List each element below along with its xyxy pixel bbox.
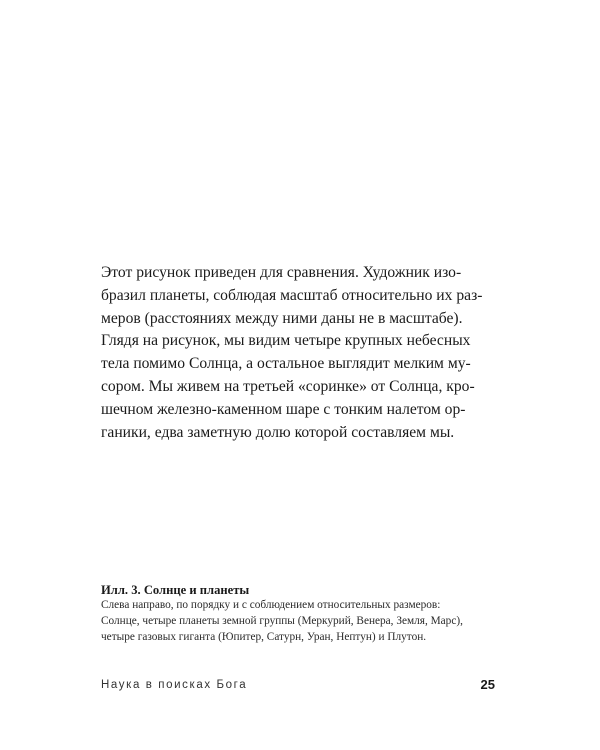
body-line: ганики, едва заметную долю которой составляем мы. — [101, 423, 455, 441]
caption-line: Слева направо, по порядку и с соблюдением относительных размеров: — [101, 599, 441, 611]
body-line: сором. Мы живем на третьей «соринке» от Солнца, кро- — [101, 377, 475, 395]
body-paragraph — [101, 262, 496, 444]
caption-line: четыре газовых гиганта (Юпитер, Сатурн, Уран, Нептун) и Плутон. — [101, 630, 427, 643]
body-line: Этот рисунок приведен для сравнения. Художник изо- — [101, 264, 462, 281]
running-head: Наука в поисках Бога — [101, 679, 248, 691]
body-line: бразил планеты, соблюдая масштаб относительно их раз- — [101, 286, 483, 304]
caption-title: Илл. 3. Солнце и планеты — [101, 583, 250, 597]
page-number: 25 — [480, 677, 495, 692]
body-line: Глядя на рисунок, мы видим четыре крупных небесных — [101, 332, 471, 350]
figure-caption — [101, 582, 496, 645]
body-line: меров (расстояниях между ними даны не в масштабе). — [101, 309, 463, 327]
caption-line: Солнце, четыре планеты земной группы (Меркурий, Венера, Земля, Марс), — [101, 614, 463, 627]
body-line: тела помимо Солнца, а остальное выглядит мелким му- — [101, 355, 471, 373]
body-line: шечном железно-каменном шаре с тонким налетом ор- — [101, 400, 466, 418]
